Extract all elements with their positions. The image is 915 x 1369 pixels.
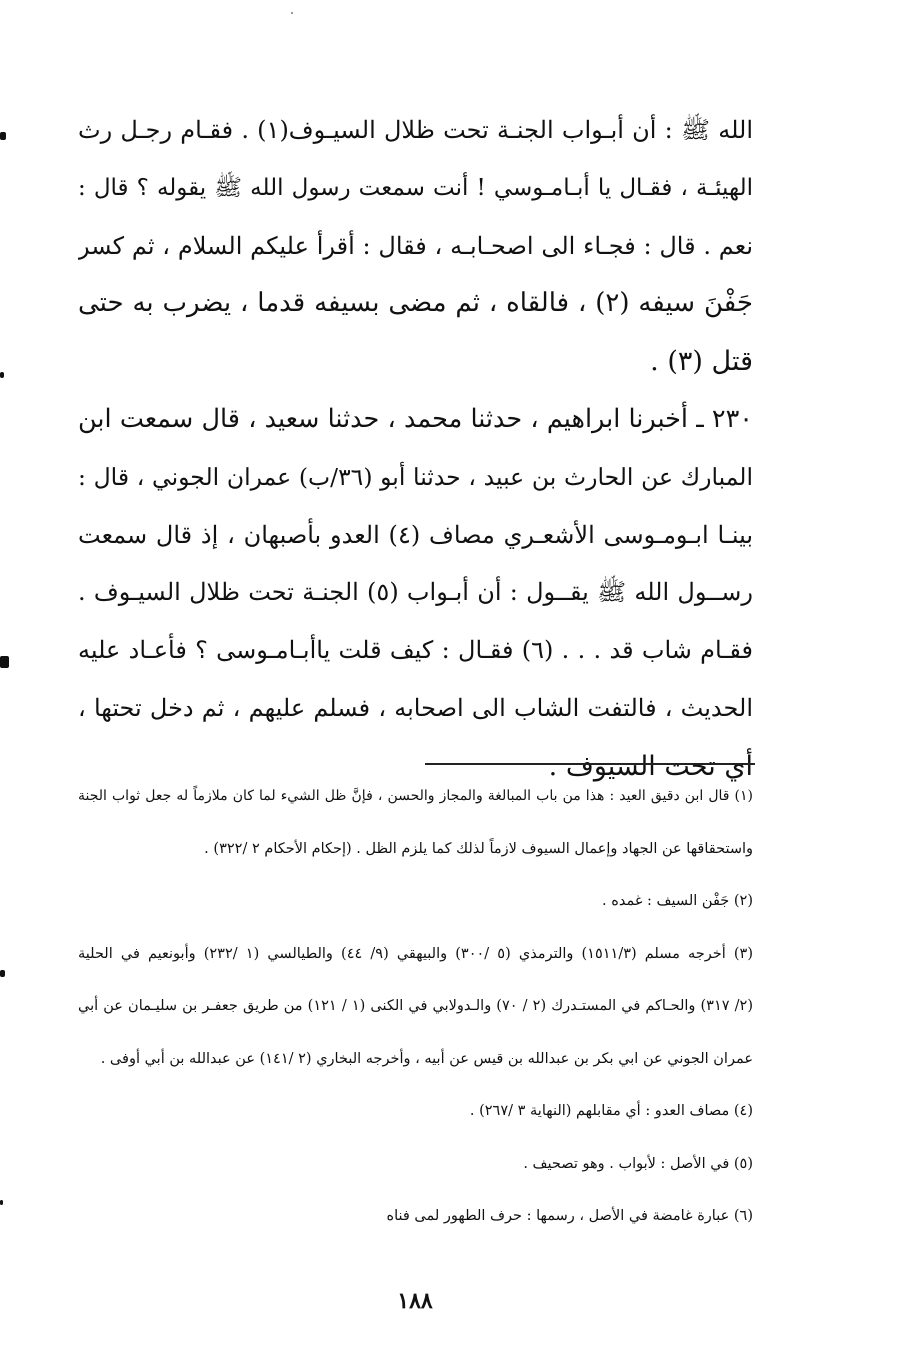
text-line: رســول الله ﷺ يقــول : أن أبـواب (٥) الجنـة تحت ظلال السيـوف . xyxy=(78,578,753,607)
margin-mark-1 xyxy=(0,132,6,140)
footnote-3-line: عمران الجوني عن ابي بكر بن عبدالله بن قيس عن أبيه ، وأخرجه البخاري (٢ /١٤١) عن عبدالله بن أبي أوفى . xyxy=(100,1050,753,1067)
footnote-2: (٢) جَفْن السيف : غمده . xyxy=(602,893,753,909)
text-line: نعم . قال : فجـاء الى اصحـابـه ، فقال : أقرأ عليكم السلام ، ثم كسر xyxy=(78,231,753,260)
footnote-separator xyxy=(425,763,755,765)
footnote-6: (٦) عبارة غامضة في الأصل ، رسمها : حرف الطهور لمى فناه xyxy=(386,1208,753,1224)
text-line: الهيئـة ، فقـال يا أبـامـوسي ! أنت سمعت رسول الله ﷺ يقوله ؟ قال : xyxy=(78,174,753,201)
text-line: قتل (٣) . xyxy=(650,346,753,378)
page-number: ١٨٨ xyxy=(397,1288,433,1314)
text-line: المبارك عن الحارث بن عبيد ، حدثنا أبو (٣٦/ب) عمران الجوني ، قال : xyxy=(78,462,753,491)
main-text-body xyxy=(78,102,753,796)
text-line: جَفْنَ سيفه (٢) ، فالقاه ، ثم مضى بسيفه قدما ، يضرب به حتى xyxy=(78,288,753,319)
footnote-4: (٤) مصاف العدو : أي مقابلهم (النهاية ٣ /٢٦٧) . xyxy=(469,1103,753,1119)
margin-mark-4 xyxy=(0,970,5,977)
margin-mark-2 xyxy=(0,372,4,378)
hadith-230-line: ٢٣٠ ـ أخبرنا ابراهيم ، حدثنا محمد ، حدثنا سعيد ، قال سمعت ابن xyxy=(78,403,753,434)
footnote-3-line: (٣) أخرجه مسلم (١٥١١/٣) والترمذي (٥ /٣٠٠) والبيهقي (٩/ ٤٤) والطيالسي (١ /٢٣٢) وأبونعيم في الحلية xyxy=(78,945,753,962)
margin-mark-3 xyxy=(0,656,9,668)
footnote-1-line: واستحقاقها عن الجهاد وإعمال السيوف لازماً لذلك كما يلزم الظل . (إحكام الأحكام ٢ /٣٢٢) . xyxy=(204,840,753,857)
text-line: الحديث ، فالتفت الشاب الى اصحابه ، فسلم عليهم ، ثم دخل تحتها ، xyxy=(78,693,753,722)
text-line: الله ﷺ : أن أبـواب الجنـة تحت ظلال السيـوف(١) . فقـام رجـل رث xyxy=(78,116,753,144)
footnote-1-line: (١) قال ابن دقيق العيد : هذا من باب المبالغة والمجاز والحسن ، فإنَّ ظل الشيء لما كان ملازماً له جعل ثواب الجنة xyxy=(78,788,753,804)
footnote-3-line: (٢/ ٣١٧) والحـاكم في المستـدرك (٢ / ٧٠) والـدولابي في الكنى (١ / ١٢١) من طريق جعفـر بن سليـمان عن أبي xyxy=(78,998,753,1014)
footnote-5: (٥) في الأصل : لأبواب . وهو تصحيف . xyxy=(523,1155,753,1172)
text-line: أي تحت السيوف . xyxy=(548,750,753,782)
margin-mark-5 xyxy=(0,1200,3,1205)
text-line: فقـام شاب قد . . . (٦) فقـال : كيف قلت ياأبـامـوسى ؟ فأعـاد عليه xyxy=(78,636,753,665)
text-line: بينـا ابـومـوسى الأشعـري مصاف (٤) العدو بأصبهان ، إذ قال سمعت xyxy=(78,520,753,549)
footnotes xyxy=(78,770,753,1243)
scan-speck xyxy=(291,12,293,14)
